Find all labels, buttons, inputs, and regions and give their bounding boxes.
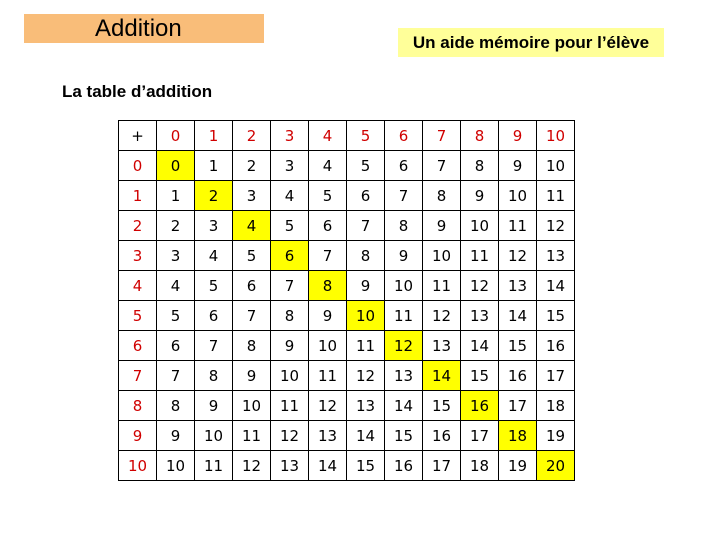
sum-cell: 8 (385, 211, 423, 241)
sum-cell: 12 (537, 211, 575, 241)
sum-cell: 7 (423, 151, 461, 181)
sum-cell: 2 (157, 211, 195, 241)
sum-cell: 7 (233, 301, 271, 331)
sum-cell: 17 (423, 451, 461, 481)
sum-cell: 17 (537, 361, 575, 391)
column-header: 0 (157, 121, 195, 151)
sum-cell: 8 (347, 241, 385, 271)
row-header: 6 (119, 331, 157, 361)
sum-cell-double: 20 (537, 451, 575, 481)
sum-cell-double: 6 (271, 241, 309, 271)
sum-cell: 6 (385, 151, 423, 181)
sum-cell: 9 (423, 211, 461, 241)
sum-cell: 13 (461, 301, 499, 331)
table-row (119, 301, 575, 331)
sum-cell: 15 (423, 391, 461, 421)
sum-cell: 18 (461, 451, 499, 481)
sum-cell-double: 10 (347, 301, 385, 331)
sum-cell: 15 (385, 421, 423, 451)
sum-cell: 10 (499, 181, 537, 211)
sum-cell: 7 (195, 331, 233, 361)
sum-cell: 3 (233, 181, 271, 211)
sum-cell: 11 (309, 361, 347, 391)
sum-cell: 13 (347, 391, 385, 421)
sum-cell: 6 (347, 181, 385, 211)
sum-cell: 13 (537, 241, 575, 271)
sum-cell: 11 (195, 451, 233, 481)
sum-cell: 10 (309, 331, 347, 361)
row-header: 5 (119, 301, 157, 331)
sum-cell: 13 (385, 361, 423, 391)
sum-cell: 11 (271, 391, 309, 421)
column-header: 3 (271, 121, 309, 151)
sum-cell: 3 (271, 151, 309, 181)
sum-cell: 14 (537, 271, 575, 301)
sum-cell: 9 (347, 271, 385, 301)
sum-cell: 11 (461, 241, 499, 271)
sum-cell: 12 (271, 421, 309, 451)
sum-cell: 15 (461, 361, 499, 391)
sum-cell: 6 (233, 271, 271, 301)
sum-cell: 11 (385, 301, 423, 331)
column-header: 4 (309, 121, 347, 151)
sum-cell: 8 (271, 301, 309, 331)
sum-cell: 8 (233, 331, 271, 361)
sum-cell-double: 2 (195, 181, 233, 211)
sum-cell: 11 (537, 181, 575, 211)
table-row (119, 271, 575, 301)
column-header: 9 (499, 121, 537, 151)
table-header-row (119, 121, 575, 151)
memo-banner: Un aide mémoire pour l’élève (398, 28, 664, 57)
sum-cell: 3 (195, 211, 233, 241)
table-row (119, 331, 575, 361)
column-header: 10 (537, 121, 575, 151)
row-header: 0 (119, 151, 157, 181)
sum-cell: 17 (499, 391, 537, 421)
sum-cell: 9 (309, 301, 347, 331)
sum-cell: 8 (195, 361, 233, 391)
sum-cell: 9 (499, 151, 537, 181)
column-header: 8 (461, 121, 499, 151)
sum-cell: 15 (537, 301, 575, 331)
row-header: 9 (119, 421, 157, 451)
sum-cell: 8 (461, 151, 499, 181)
sum-cell: 14 (309, 451, 347, 481)
sum-cell-double: 16 (461, 391, 499, 421)
sum-cell: 14 (385, 391, 423, 421)
sum-cell: 7 (271, 271, 309, 301)
row-header: 1 (119, 181, 157, 211)
sum-cell: 11 (347, 331, 385, 361)
column-header: 1 (195, 121, 233, 151)
sum-cell: 10 (271, 361, 309, 391)
sum-cell: 5 (347, 151, 385, 181)
sum-cell-double: 18 (499, 421, 537, 451)
column-header: 7 (423, 121, 461, 151)
sum-cell: 7 (309, 241, 347, 271)
sum-cell: 5 (195, 271, 233, 301)
row-header: 2 (119, 211, 157, 241)
sum-cell: 12 (423, 301, 461, 331)
sum-cell: 4 (271, 181, 309, 211)
sum-cell: 13 (499, 271, 537, 301)
table-row (119, 451, 575, 481)
table-subtitle: La table d’addition (62, 82, 213, 101)
sum-cell-double: 8 (309, 271, 347, 301)
row-header: 3 (119, 241, 157, 271)
sum-cell-double: 4 (233, 211, 271, 241)
sum-cell: 12 (461, 271, 499, 301)
sum-cell: 6 (309, 211, 347, 241)
sum-cell: 14 (461, 331, 499, 361)
sum-cell: 16 (385, 451, 423, 481)
sum-cell: 5 (233, 241, 271, 271)
sum-cell: 14 (347, 421, 385, 451)
sum-cell: 19 (537, 421, 575, 451)
sum-cell: 19 (499, 451, 537, 481)
sum-cell: 10 (195, 421, 233, 451)
sum-cell: 13 (271, 451, 309, 481)
sum-cell: 10 (537, 151, 575, 181)
sum-cell: 9 (271, 331, 309, 361)
sum-cell: 13 (423, 331, 461, 361)
sum-cell: 15 (347, 451, 385, 481)
sum-cell: 10 (461, 211, 499, 241)
sum-cell: 17 (461, 421, 499, 451)
sum-cell: 15 (499, 331, 537, 361)
column-header: 2 (233, 121, 271, 151)
row-header: 7 (119, 361, 157, 391)
row-header: 8 (119, 391, 157, 421)
sum-cell: 13 (309, 421, 347, 451)
page-title: Addition (24, 14, 264, 43)
row-header: 10 (119, 451, 157, 481)
sum-cell: 9 (233, 361, 271, 391)
sum-cell: 5 (271, 211, 309, 241)
sum-cell: 1 (157, 181, 195, 211)
sum-cell: 11 (233, 421, 271, 451)
sum-cell: 7 (157, 361, 195, 391)
table-corner-plus: + (119, 121, 157, 151)
column-header: 5 (347, 121, 385, 151)
column-header: 6 (385, 121, 423, 151)
sum-cell: 9 (195, 391, 233, 421)
table-row (119, 361, 575, 391)
table-row (119, 151, 575, 181)
table-row (119, 421, 575, 451)
sum-cell-double: 14 (423, 361, 461, 391)
sum-cell: 4 (157, 271, 195, 301)
table-row (119, 391, 575, 421)
sum-cell: 12 (309, 391, 347, 421)
sum-cell: 7 (385, 181, 423, 211)
sum-cell: 9 (385, 241, 423, 271)
sum-cell: 10 (385, 271, 423, 301)
sum-cell: 3 (157, 241, 195, 271)
table-row (119, 181, 575, 211)
sum-cell: 8 (423, 181, 461, 211)
sum-cell: 5 (157, 301, 195, 331)
sum-cell-double: 12 (385, 331, 423, 361)
sum-cell: 16 (537, 331, 575, 361)
table-row (119, 241, 575, 271)
sum-cell: 6 (157, 331, 195, 361)
sum-cell: 12 (233, 451, 271, 481)
sum-cell: 11 (499, 211, 537, 241)
sum-cell: 9 (461, 181, 499, 211)
table-row (119, 211, 575, 241)
sum-cell: 1 (195, 151, 233, 181)
sum-cell: 14 (499, 301, 537, 331)
sum-cell: 6 (195, 301, 233, 331)
sum-cell-double: 0 (157, 151, 195, 181)
sum-cell: 8 (157, 391, 195, 421)
sum-cell: 12 (347, 361, 385, 391)
row-header: 4 (119, 271, 157, 301)
sum-cell: 12 (499, 241, 537, 271)
sum-cell: 16 (499, 361, 537, 391)
sum-cell: 5 (309, 181, 347, 211)
sum-cell: 10 (157, 451, 195, 481)
sum-cell: 9 (157, 421, 195, 451)
sum-cell: 10 (233, 391, 271, 421)
addition-table (118, 120, 575, 481)
sum-cell: 11 (423, 271, 461, 301)
sum-cell: 18 (537, 391, 575, 421)
sum-cell: 4 (309, 151, 347, 181)
sum-cell: 4 (195, 241, 233, 271)
sum-cell: 10 (423, 241, 461, 271)
sum-cell: 2 (233, 151, 271, 181)
sum-cell: 7 (347, 211, 385, 241)
sum-cell: 16 (423, 421, 461, 451)
